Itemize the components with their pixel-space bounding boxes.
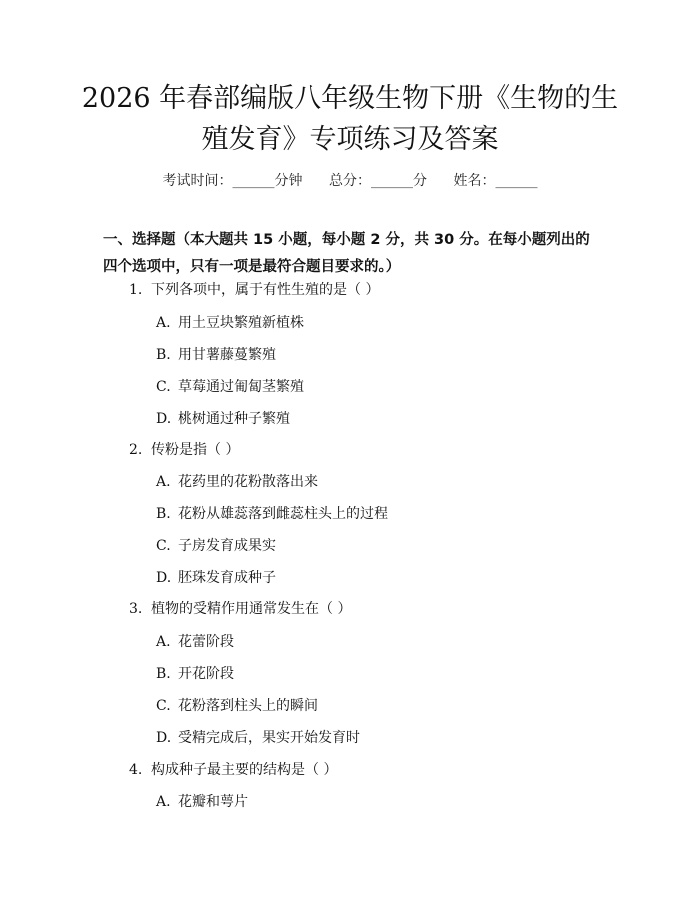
option-text: 花粉落到柱头上的瞬间 bbox=[178, 698, 318, 714]
question-2-option-a bbox=[156, 472, 318, 492]
total-score-field: 总分：______分 bbox=[329, 173, 427, 189]
question-2-option-b bbox=[156, 504, 388, 524]
option-label: A. bbox=[156, 634, 171, 650]
option-label: D. bbox=[156, 570, 172, 586]
option-text: 用甘薯藤蔓繁殖 bbox=[178, 347, 276, 363]
option-label: D. bbox=[156, 411, 172, 427]
question-text: 传粉是指（ ） bbox=[151, 442, 240, 458]
option-label: A. bbox=[156, 794, 171, 810]
option-text: 用土豆块繁殖新植株 bbox=[178, 315, 304, 331]
option-text: 子房发育成果实 bbox=[178, 538, 276, 554]
option-label: B. bbox=[156, 347, 171, 363]
question-number: 1. bbox=[129, 282, 143, 298]
option-text: 开花阶段 bbox=[178, 666, 234, 682]
student-name-field: 姓名：______ bbox=[453, 173, 538, 189]
option-label: B. bbox=[156, 506, 171, 522]
section-heading: 一、选择题（本大题共 15 小题，每小题 2 分，共 30 分。在每小题列出的四个选项中，只有一项是最符合题目要求的。） bbox=[103, 232, 590, 275]
exam-time-field: 考试时间：______分钟 bbox=[162, 173, 303, 189]
question-2 bbox=[129, 440, 239, 460]
option-label: B. bbox=[156, 666, 171, 682]
title-line-2: 殖发育》专项练习及答案 bbox=[201, 124, 499, 155]
question-3 bbox=[129, 599, 351, 619]
option-label: D. bbox=[156, 730, 172, 746]
question-number: 2. bbox=[129, 442, 143, 458]
option-text: 桃树通过种子繁殖 bbox=[178, 411, 290, 427]
option-text: 胚珠发育成种子 bbox=[178, 570, 276, 586]
question-4-option-a bbox=[156, 792, 248, 812]
option-label: A. bbox=[156, 474, 171, 490]
question-2-option-c bbox=[156, 536, 276, 556]
question-number: 4. bbox=[129, 762, 143, 778]
question-1-option-b bbox=[156, 345, 276, 365]
question-text: 植物的受精作用通常发生在（ ） bbox=[151, 601, 352, 617]
exam-info-bar bbox=[0, 170, 700, 190]
question-3-option-a bbox=[156, 632, 234, 652]
question-1 bbox=[129, 280, 379, 300]
option-label: C. bbox=[156, 698, 171, 714]
option-label: C. bbox=[156, 379, 171, 395]
question-1-option-c bbox=[156, 377, 304, 397]
document-title bbox=[60, 78, 640, 160]
option-text: 花粉从雄蕊落到雌蕊柱头上的过程 bbox=[178, 506, 388, 522]
question-3-option-c bbox=[156, 696, 318, 716]
option-text: 花蕾阶段 bbox=[178, 634, 234, 650]
question-3-option-b bbox=[156, 664, 234, 684]
option-text: 草莓通过匍匐茎繁殖 bbox=[178, 379, 304, 395]
question-text: 构成种子最主要的结构是（ ） bbox=[151, 762, 338, 778]
option-text: 花瓣和萼片 bbox=[178, 794, 248, 810]
option-text: 花药里的花粉散落出来 bbox=[178, 474, 318, 490]
option-text: 受精完成后，果实开始发育时 bbox=[178, 730, 360, 746]
question-text: 下列各项中，属于有性生殖的是（ ） bbox=[151, 282, 380, 298]
question-2-option-d bbox=[156, 568, 276, 588]
question-1-option-a bbox=[156, 313, 304, 333]
question-4 bbox=[129, 760, 337, 780]
question-number: 3. bbox=[129, 601, 143, 617]
title-line-1: 2026 年春部编版八年级生物下册《生物的生 bbox=[81, 83, 619, 114]
question-3-option-d bbox=[156, 728, 360, 748]
option-label: A. bbox=[156, 315, 171, 331]
question-1-option-d bbox=[156, 409, 290, 429]
option-label: C. bbox=[156, 538, 171, 554]
